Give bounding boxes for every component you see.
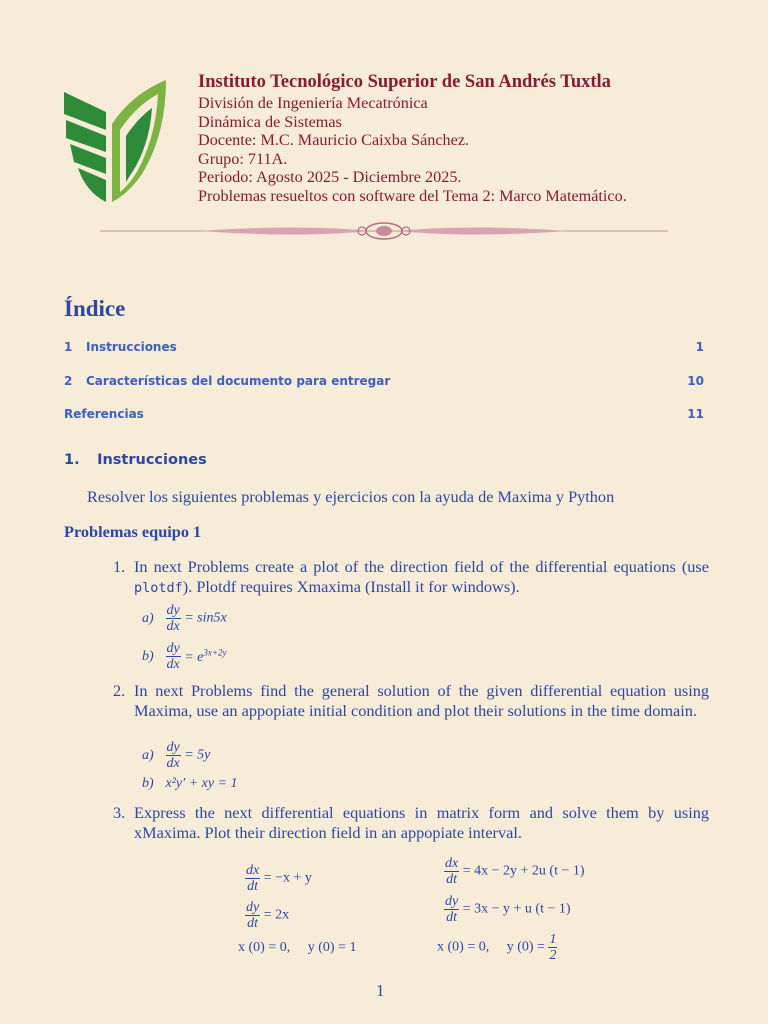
fraction-denominator: dt	[446, 910, 458, 925]
fraction-numerator: dy	[246, 900, 260, 915]
problem-number: 2.	[113, 681, 126, 700]
problem-text: In next Problems find the general solution of the given differential equation using Maxima, use an appopiate initial condition and plot their solutions in the time domain.	[134, 681, 709, 720]
fraction-numerator: dy	[166, 740, 180, 755]
system-right-ic	[437, 932, 557, 963]
period-line: Periodo: Agosto 2025 - Diciembre 2025.	[198, 168, 462, 187]
fraction-denominator: dt	[446, 872, 458, 887]
system-left-eq1	[245, 863, 312, 894]
team-heading: Problemas equipo 1	[64, 522, 202, 541]
fraction	[444, 894, 459, 925]
fraction-denominator: dt	[247, 916, 259, 931]
problem-1-item-b	[142, 641, 226, 672]
item-label: b)	[142, 648, 154, 664]
subject-line: Problemas resueltos con software del Tema 2: Marco Matemático.	[198, 186, 627, 205]
system-left-eq2	[245, 900, 289, 931]
item-label: b)	[142, 776, 154, 791]
equation-rhs: = 2x	[263, 907, 290, 923]
section-number: 1.	[64, 452, 80, 468]
equation-rhs	[184, 647, 227, 665]
fraction-numerator: dy	[166, 603, 180, 618]
fraction-numerator: dy	[445, 894, 459, 909]
section-title: Instrucciones	[97, 452, 207, 468]
fraction-denominator: 2	[549, 948, 557, 963]
group-line: Grupo: 711A.	[198, 149, 288, 168]
fraction-numerator: dx	[246, 863, 260, 878]
problem-text	[134, 557, 709, 598]
fraction-denominator: dt	[247, 879, 259, 894]
toc-title: Índice	[64, 296, 126, 321]
problem-1	[113, 557, 709, 598]
equation-rhs: = −x + y	[263, 870, 312, 886]
fraction	[245, 900, 260, 931]
initial-conditions: x (0) = 0, y (0) =	[437, 939, 545, 955]
fraction	[245, 863, 260, 894]
toc-entry-page: 11	[687, 407, 704, 421]
equation-rhs: = 4x − 2y + 2u (t − 1)	[462, 863, 585, 879]
toc-entry-number: 2	[64, 374, 73, 388]
fraction	[166, 740, 181, 771]
fraction-denominator: dx	[166, 657, 180, 672]
problem-text-part: In next Problems create a plot of the direction field of the differential equations (use	[134, 557, 709, 576]
toc-entry-referencias[interactable]	[64, 407, 704, 425]
problem-number: 1.	[113, 557, 126, 576]
problem-1-item-a	[142, 603, 227, 634]
page-number: 1	[376, 981, 385, 1000]
equation-base: = e	[184, 649, 204, 665]
problem-text-part: ). Plotdf requires Xmaxima (Install it for windows).	[182, 576, 520, 596]
division-line: División de Ingeniería Mecatrónica	[198, 94, 428, 112]
section-intro: Resolver los siguientes problemas y ejercicios con la ayuda de Maxima y Python	[87, 487, 615, 506]
fraction-numerator: dy	[166, 641, 180, 656]
problem-number: 3.	[113, 803, 126, 822]
fraction	[166, 641, 181, 672]
equation-rhs: = 5y	[184, 747, 211, 763]
institution-name: Instituto Tecnológico Superior de San Andrés Tuxtla	[198, 72, 611, 92]
equation-rhs: = sin5x	[184, 610, 227, 626]
problem-2	[113, 681, 709, 720]
fraction-denominator: dx	[166, 619, 180, 634]
fraction-numerator: dx	[445, 856, 459, 871]
system-right-eq2	[444, 894, 571, 925]
problem-text: Express the next differential equations in matrix form and solve them by using xMaxima. Plot their direction field in an appopiate interval.	[134, 803, 709, 842]
toc-entry-number: 1	[64, 340, 73, 354]
toc-entry-caracteristicas[interactable]	[64, 374, 704, 392]
document-header	[0, 0, 768, 250]
equation: x²y′ + xy = 1	[165, 776, 238, 791]
teacher-line: Docente: M.C. Mauricio Caixba Sánchez.	[198, 131, 470, 150]
problem-2-item-a	[142, 740, 210, 771]
item-label: a)	[142, 610, 154, 626]
section-heading	[64, 452, 207, 468]
fraction-numerator: 1	[549, 932, 557, 947]
fraction-denominator: dx	[166, 756, 180, 771]
toc-entry-instrucciones[interactable]	[64, 340, 704, 358]
toc-entry-page: 10	[687, 374, 704, 388]
toc-entry-label: Instrucciones	[86, 340, 177, 354]
fraction	[444, 856, 459, 887]
fraction	[166, 603, 181, 634]
code-snippet: plotdf	[134, 579, 183, 596]
problem-3	[113, 803, 709, 842]
fraction	[548, 932, 557, 963]
problem-2-item-b	[142, 776, 238, 792]
institution-logo	[62, 74, 168, 206]
header-text-block	[198, 70, 627, 206]
item-label: a)	[142, 747, 154, 763]
system-right-eq1	[444, 856, 585, 887]
exponent: 3x+2y	[203, 647, 227, 658]
toc-entry-label: Características del documento para entregar	[86, 374, 391, 388]
toc-entry-label: Referencias	[64, 407, 144, 421]
equation-rhs: = 3x − y + u (t − 1)	[462, 901, 571, 917]
decorative-divider	[100, 220, 668, 242]
course-line: Dinámica de Sistemas	[198, 112, 342, 131]
toc-entry-page: 1	[695, 340, 704, 354]
system-left-ic: x (0) = 0, y (0) = 1	[238, 940, 357, 955]
